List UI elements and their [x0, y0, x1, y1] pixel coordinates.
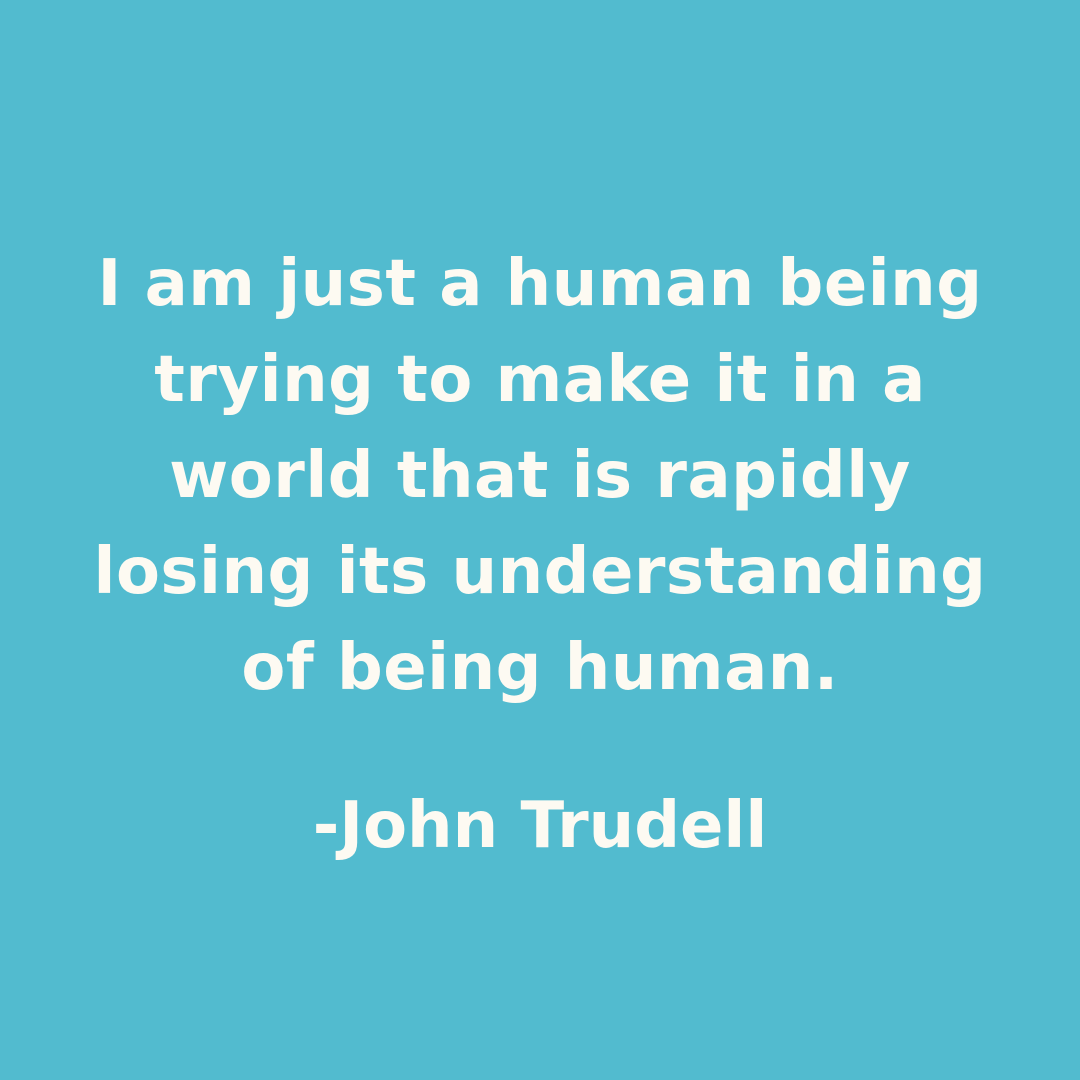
quote-line-5: of being human. — [241, 631, 839, 705]
quote-text — [40, 236, 1040, 716]
quote-attribution: -John Trudell — [312, 789, 768, 863]
quote-line-1: I am just a human being — [97, 247, 983, 321]
quote-line-2: trying to make it in a — [154, 343, 926, 417]
quote-line-4: losing its understanding — [93, 535, 987, 609]
quote-line-3: world that is rapidly — [169, 439, 911, 513]
